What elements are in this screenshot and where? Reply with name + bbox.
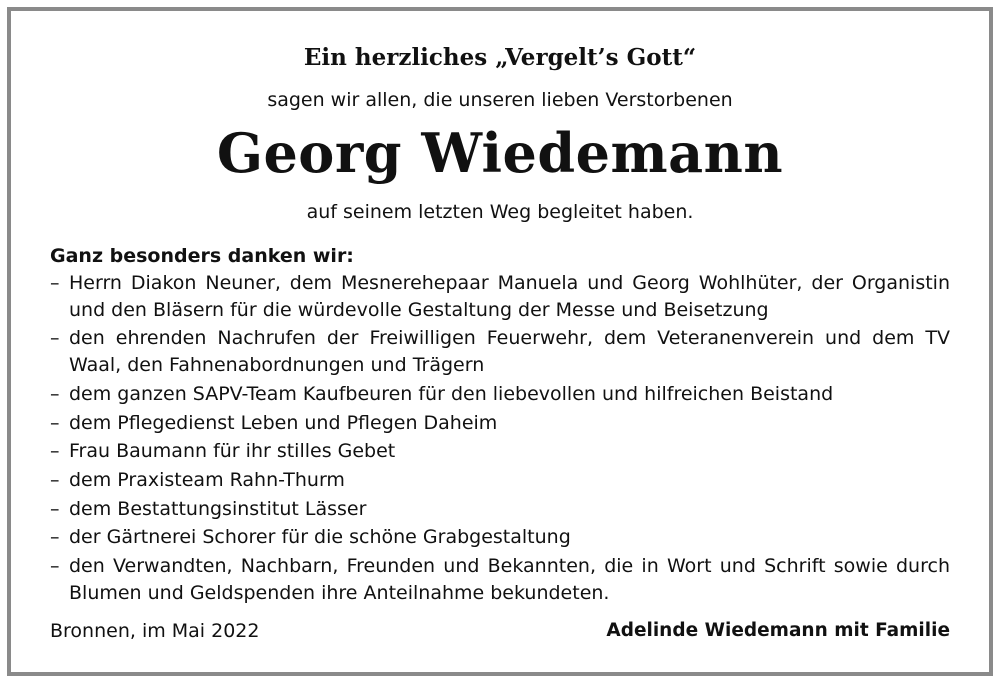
signature: Adelinde Wiedemann mit Familie — [606, 620, 950, 641]
list-dash: – — [50, 468, 60, 491]
list-item — [50, 524, 950, 551]
list-item — [50, 496, 950, 523]
notice-heading: Ein herzliches „Vergelt’s Gott“ — [303, 44, 697, 71]
list-item-text: dem Bestattungsinstitut Lässer — [69, 497, 367, 520]
list-item-text: der Gärtnerei Schorer für die schöne Grabgestaltung — [69, 526, 571, 549]
after-line: auf seinem letzten Weg begleitet haben. — [306, 201, 694, 223]
list-item — [50, 467, 950, 494]
list-item-text: dem ganzen SAPV-Team Kaufbeuren für den liebevollen und hilfreichen Beistand — [69, 382, 834, 405]
list-item — [50, 381, 950, 408]
list-dash: – — [50, 526, 60, 549]
list-dash: – — [50, 327, 60, 350]
place-date: Bronnen, im Mai 2022 — [50, 620, 260, 642]
list-item — [50, 325, 950, 378]
list-dash: – — [50, 272, 60, 294]
list-dash: – — [50, 382, 60, 405]
list-item-text: den ehrenden Nachrufen der Freiwilligen Feuerwehr, dem Veteranenverein und dem TV Waal, den Fahnenabordnungen und Trägern — [69, 327, 950, 377]
deceased-name: Georg Wiedemann — [216, 121, 784, 185]
list-dash: – — [50, 411, 60, 434]
thanks-title: Ganz besonders danken wir: — [50, 245, 354, 267]
list-item-text: den Verwandten, Nachbarn, Freunden und Bekannten, die in Wort und Schrift sowie durch Blumen und Geldspenden ihre Anteilnahme bekundeten. — [69, 555, 950, 604]
intro-line: sagen wir allen, die unseren lieben Verstorbenen — [267, 89, 733, 111]
list-item — [50, 553, 950, 606]
list-dash: – — [50, 497, 60, 520]
list-item-text: Frau Baumann für ihr stilles Gebet — [69, 440, 396, 463]
list-item-text: Herrn Diakon Neuner, dem Mesnerehepaar Manuela und Georg Wohlhüter, der Organistin und den Bläsern für die würdevolle Gestaltung der Messe und Beisetzung — [69, 272, 950, 321]
list-dash: – — [50, 440, 60, 463]
list-item — [50, 438, 950, 465]
list-item — [50, 270, 950, 323]
list-item-text: dem Praxisteam Rahn-Thurm — [69, 468, 345, 491]
thanks-list — [50, 270, 950, 608]
list-dash: – — [50, 555, 60, 578]
list-item-text: dem Pflegedienst Leben und Pflegen Daheim — [69, 411, 498, 434]
list-item — [50, 410, 950, 437]
